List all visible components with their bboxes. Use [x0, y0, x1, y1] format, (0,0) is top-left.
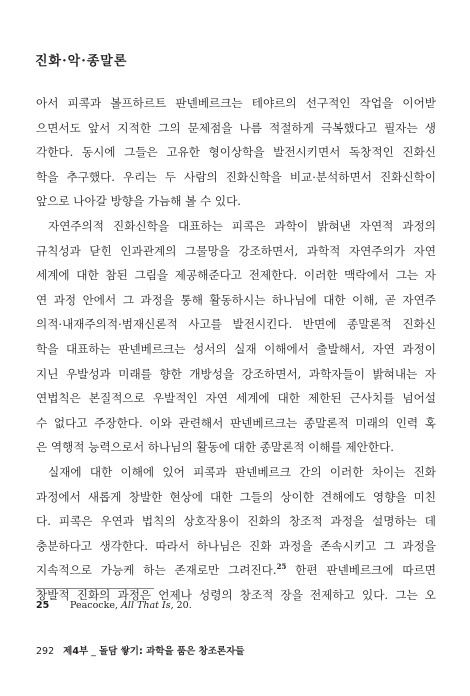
text-line: [36, 558, 436, 583]
text-line: 규칙성과 닫힌 인과관계의 그물망을 강조하면서, 과학적 자연주의가 자연: [36, 243, 436, 258]
text-line: 연법칙은 본질적으로 우발적인 자연 세계에 대한 제한된 근사치를 넘어설: [36, 391, 436, 406]
text-line: 으면서도 앞서 지적한 그의 문제점을 나름 적절하게 극복했다고 필자는 생: [36, 120, 436, 135]
page-number: 292: [36, 646, 55, 657]
footer-separator: _: [91, 646, 96, 657]
footnote-divider: [36, 588, 154, 589]
text-line: 의적·내재주의적·범재신론적 사고를 발전시킨다. 반면에 종말론적 진화신: [36, 317, 436, 332]
text-line: 수 없다고 주장한다. 이와 관련해서 판넨베르크는 종말론적 미래의 인력 혹: [36, 415, 436, 430]
text-line: 각한다. 동시에 그들은 고유한 형이상학을 발전시키면서 독창적인 진화신: [36, 145, 436, 160]
text-line: 연 과정 안에서 그 과정을 통해 활동하시는 하나님에 대한 이해, 곧 자연주: [36, 292, 436, 307]
text-line: 지닌 우발성과 미래를 향한 개방성을 강조하면서, 과학자들이 밝혀내는 자: [36, 366, 436, 381]
body-text: [36, 91, 436, 607]
footnote: [36, 600, 192, 611]
section-title: 돌담 쌓기: 과학을 품은 창조론자들: [98, 646, 245, 657]
text-line: 과정에서 새롭게 창발한 현상에 대한 그들의 상이한 견해에도 영향을 미친: [36, 489, 436, 504]
text-line: 은 역행적 능력으로서 하나님의 활동에 대한 종말론적 이해를 제안한다.: [36, 440, 394, 455]
text-line: 창발적 진화의 과정은 언제나 성령의 창조적 장을 전제하고 있다. 그는 오: [36, 587, 436, 602]
footnote-author: Peacocke,: [70, 600, 119, 611]
page-footer: [36, 643, 244, 657]
text-line: 세계에 대한 참된 그림을 제공해준다고 전제한다. 이러한 맥락에서 그는 자: [36, 268, 436, 283]
running-header: 진화·악·종말론: [35, 54, 128, 69]
footnote-title: All That Is,: [121, 600, 174, 611]
footnote-page: 20.: [176, 600, 192, 611]
footnote-ref: 25: [276, 562, 287, 572]
text-line: 다. 피콕은 우연과 법칙의 상호작용이 진화의 창조적 과정을 설명하는 데: [36, 514, 436, 529]
part-label: 제4부: [63, 646, 89, 657]
footnote-number: 25: [36, 600, 50, 611]
text-line: 학을 추구했다. 우리는 두 사람의 진화신학을 비교·분석하면서 진화신학이: [36, 169, 436, 184]
text-line: 충분하다고 생각한다. 따라서 하나님은 진화 과정을 존속시키고 그 과정을: [36, 538, 436, 553]
text-line: 자연주의적 진화신학을 대표하는 피콕은 과학이 밝혀낸 자연적 과정의: [48, 218, 436, 233]
text-segment: 지속적으로 가능케 하는 존재로만 그려진다.: [36, 563, 277, 578]
text-line: 아서 피콕과 볼프하르트 판넨베르크는 테야르의 선구적인 작업을 이어받: [36, 96, 436, 110]
text-line: 학을 대표하는 판넨베르크는 성서의 실재 이해에서 출발해서, 자연 과정이: [36, 341, 436, 356]
text-line: 실재에 대한 이해에 있어 피콕과 판넨베르크 간의 이러한 차이는 진화: [48, 464, 436, 479]
text-line: 앞으로 나아갈 방향을 가늠해 볼 수 있다.: [36, 194, 241, 209]
text-segment: 한편 판넨베르크에 따르면: [286, 563, 436, 578]
footnote-text: [70, 600, 192, 611]
